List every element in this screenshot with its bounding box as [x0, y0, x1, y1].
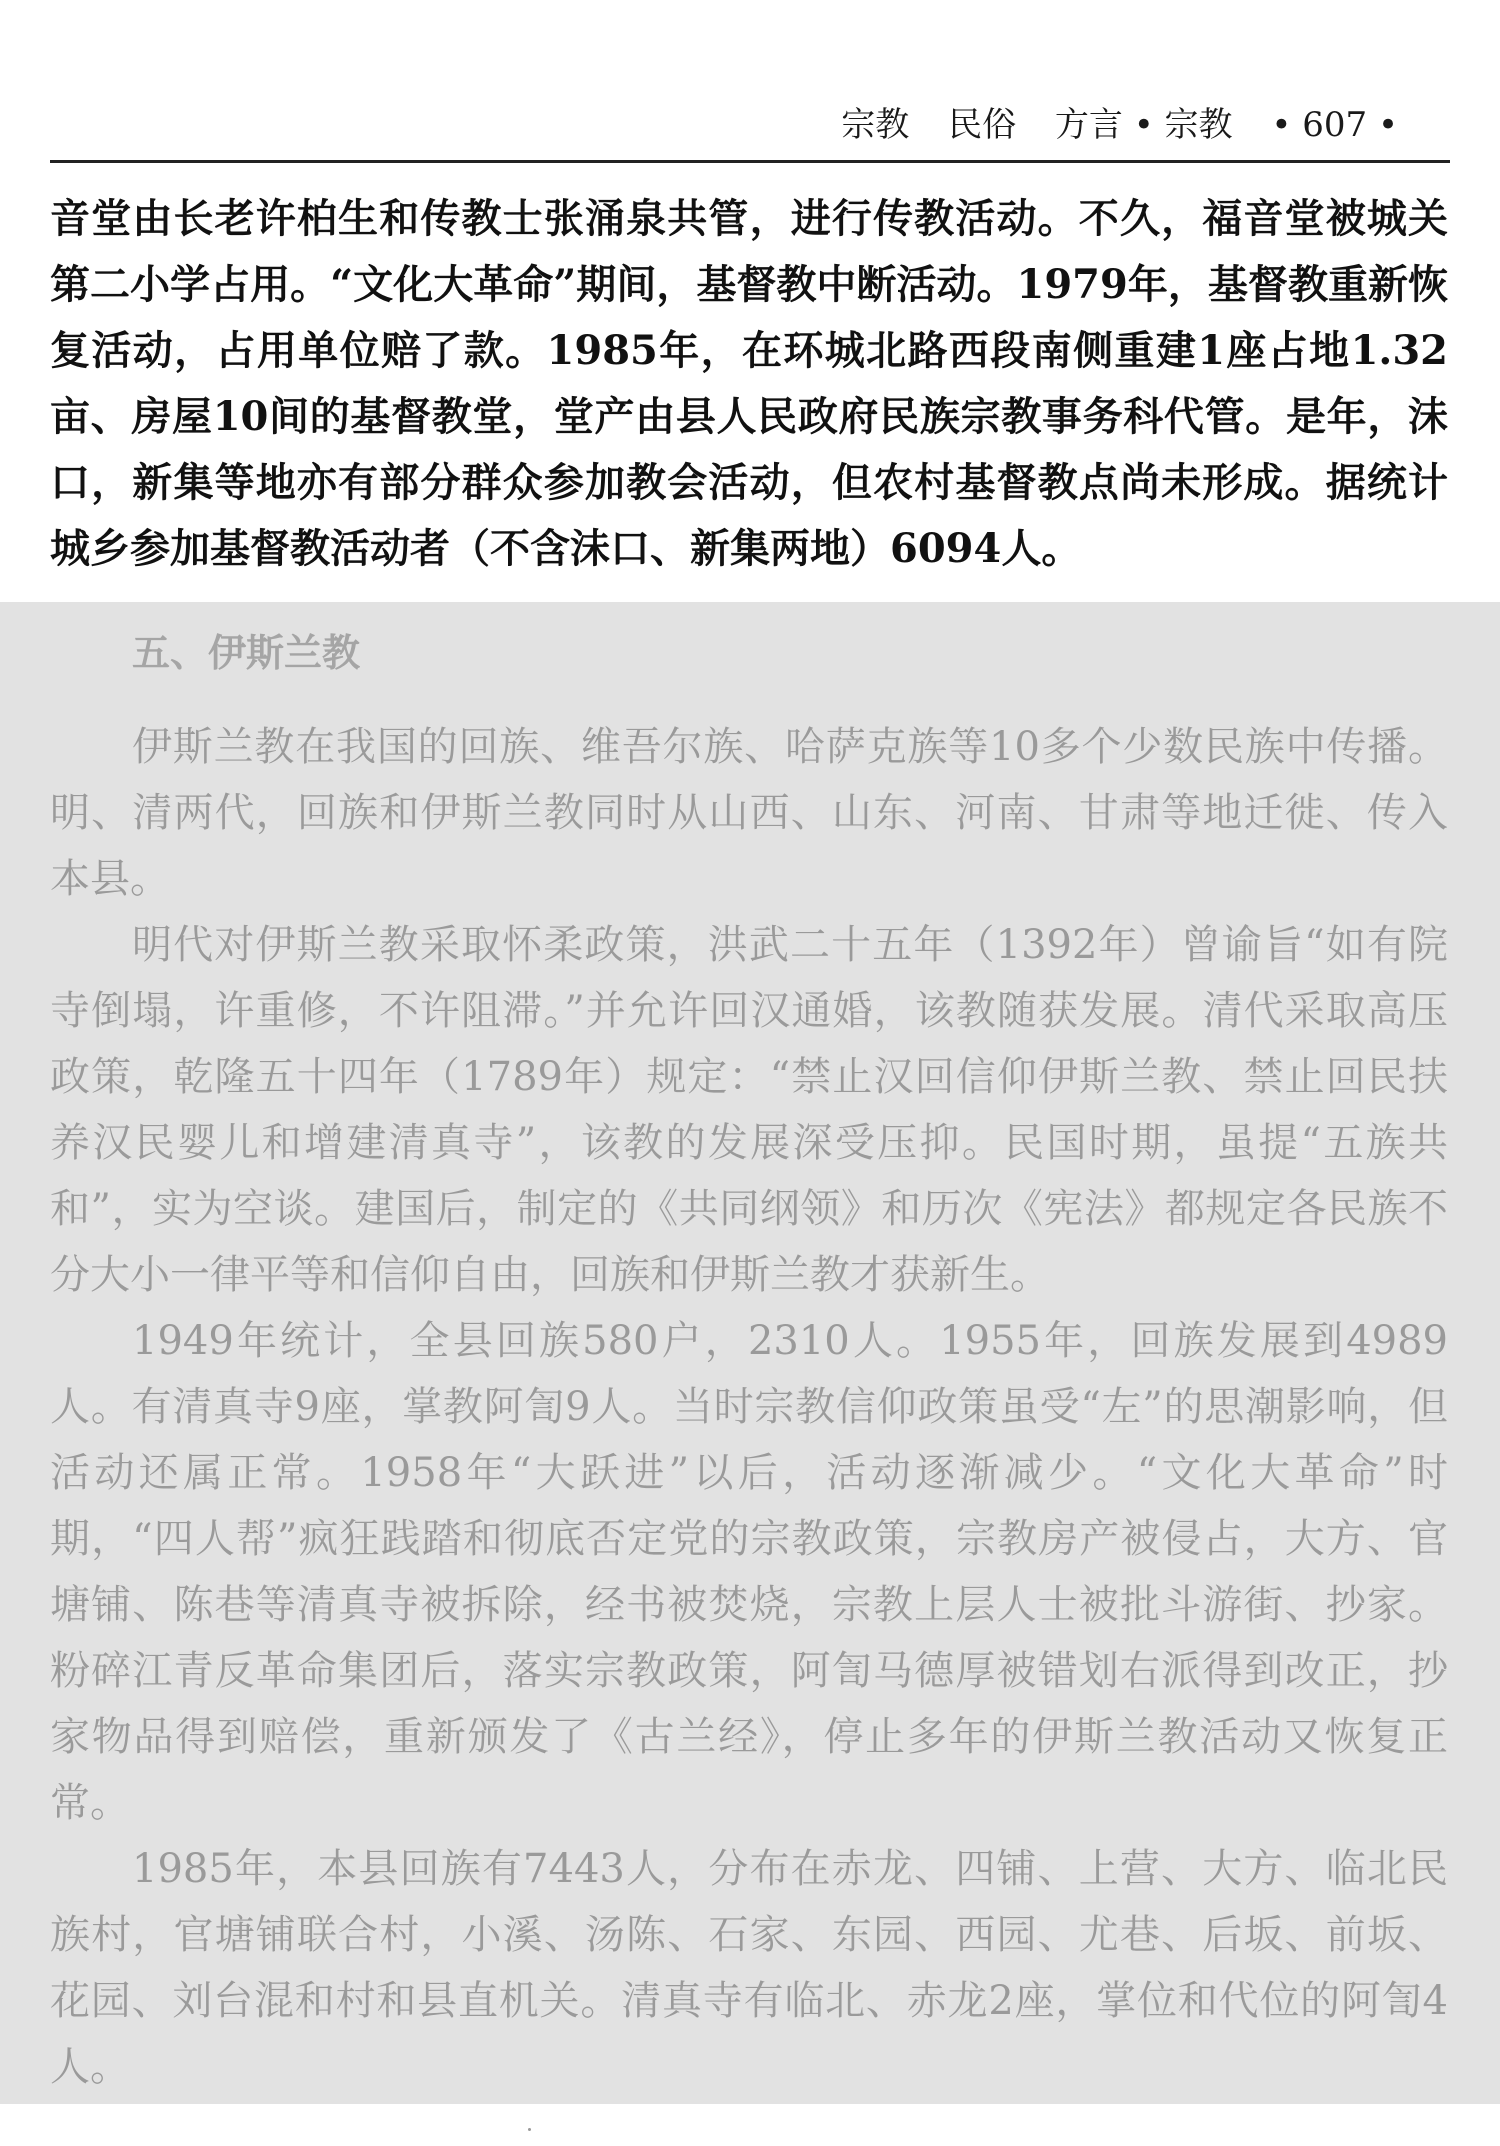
body-paragraph: 伊斯兰教在我国的回族、维吾尔族、哈萨克族等10多个少数民族中传播。明、清两代，回族和伊斯兰教同时从山西、山东、河南、甘肃等地迁徙、传入本县。 — [50, 724, 1448, 902]
section-heading: 五、伊斯兰教 — [132, 630, 361, 675]
islam-section — [50, 620, 1448, 2100]
body-paragraph: 1949年统计，全县回族580户，2310人。1955年，回族发展到4989人。有清真寺9座，掌教阿訇9人。当时宗教信仰政策虽受“左”的思潮影响，但活动还属正常。1958年“大跃进”以后，活动逐渐减少。“文化大革命”时期，“四人帮”疯狂践踏和彻底否定党的宗教政策，宗教房产被侵占，大方、官塘铺、陈巷等清真寺被拆除，经书被焚烧，宗教上层人士被批斗游街、抄家。粉碎江青反革命集团后，落实宗教政策，阿訇马德厚被错划右派得到改正，抄家物品得到赔偿，重新颁发了《古兰经》，停止多年的伊斯兰教活动又恢复正常。 — [50, 1318, 1448, 1826]
scan-speck — [528, 2128, 531, 2131]
page-number: • 607 • — [1271, 105, 1398, 145]
header-rule — [50, 160, 1450, 163]
continued-christianity-text — [50, 186, 1448, 582]
running-header — [0, 100, 1398, 150]
islam-paragraphs — [50, 714, 1448, 2100]
body-paragraph: 音堂由长老许柏生和传教士张涌泉共管，进行传教活动。不久，福音堂被城关第二小学占用。“文化大革命”期间，基督教中断活动。1979年，基督教重新恢复活动，占用单位赔了款。1985年，在环城北路西段南侧重建1座占地1.32亩、房屋10间的基督教堂，堂产由县人民政府民族宗教事务科代管。是年，沬口，新集等地亦有部分群众参加教会活动，但农村基督教点尚未形成。据统计城乡参加基督教活动者（不含沬口、新集两地）6094人。 — [50, 195, 1448, 572]
header-chapter: 方言 • 宗教 — [1054, 105, 1233, 145]
header-subsection: 民俗 — [948, 105, 1017, 145]
header-section: 宗教 — [841, 105, 910, 145]
body-paragraph: 明代对伊斯兰教采取怀柔政策，洪武二十五年（1392年）曾谕旨“如有院寺倒塌，许重修，不许阻滞。”并允许回汉通婚，该教随获发展。清代采取高压政策，乾隆五十四年（1789年）规定：“禁止汉回信仰伊斯兰教、禁止回民扶养汉民婴儿和增建清真寺”，该教的发展深受压抑。民国时期，虽提“五族共和”，实为空谈。建国后，制定的《共同纲领》和历次《宪法》都规定各民族不分大小一律平等和信仰自由，回族和伊斯兰教才获新生。 — [50, 922, 1448, 1298]
body-paragraph: 1985年，本县回族有7443人，分布在赤龙、四铺、上营、大方、临北民族村，官塘铺联合村，小溪、汤陈、石家、东园、西园、尤巷、后坂、前坂、花园、刘台混和村和县直机关。清真寺有临北、赤龙2座，掌位和代位的阿訇4人。 — [50, 1846, 1448, 2090]
